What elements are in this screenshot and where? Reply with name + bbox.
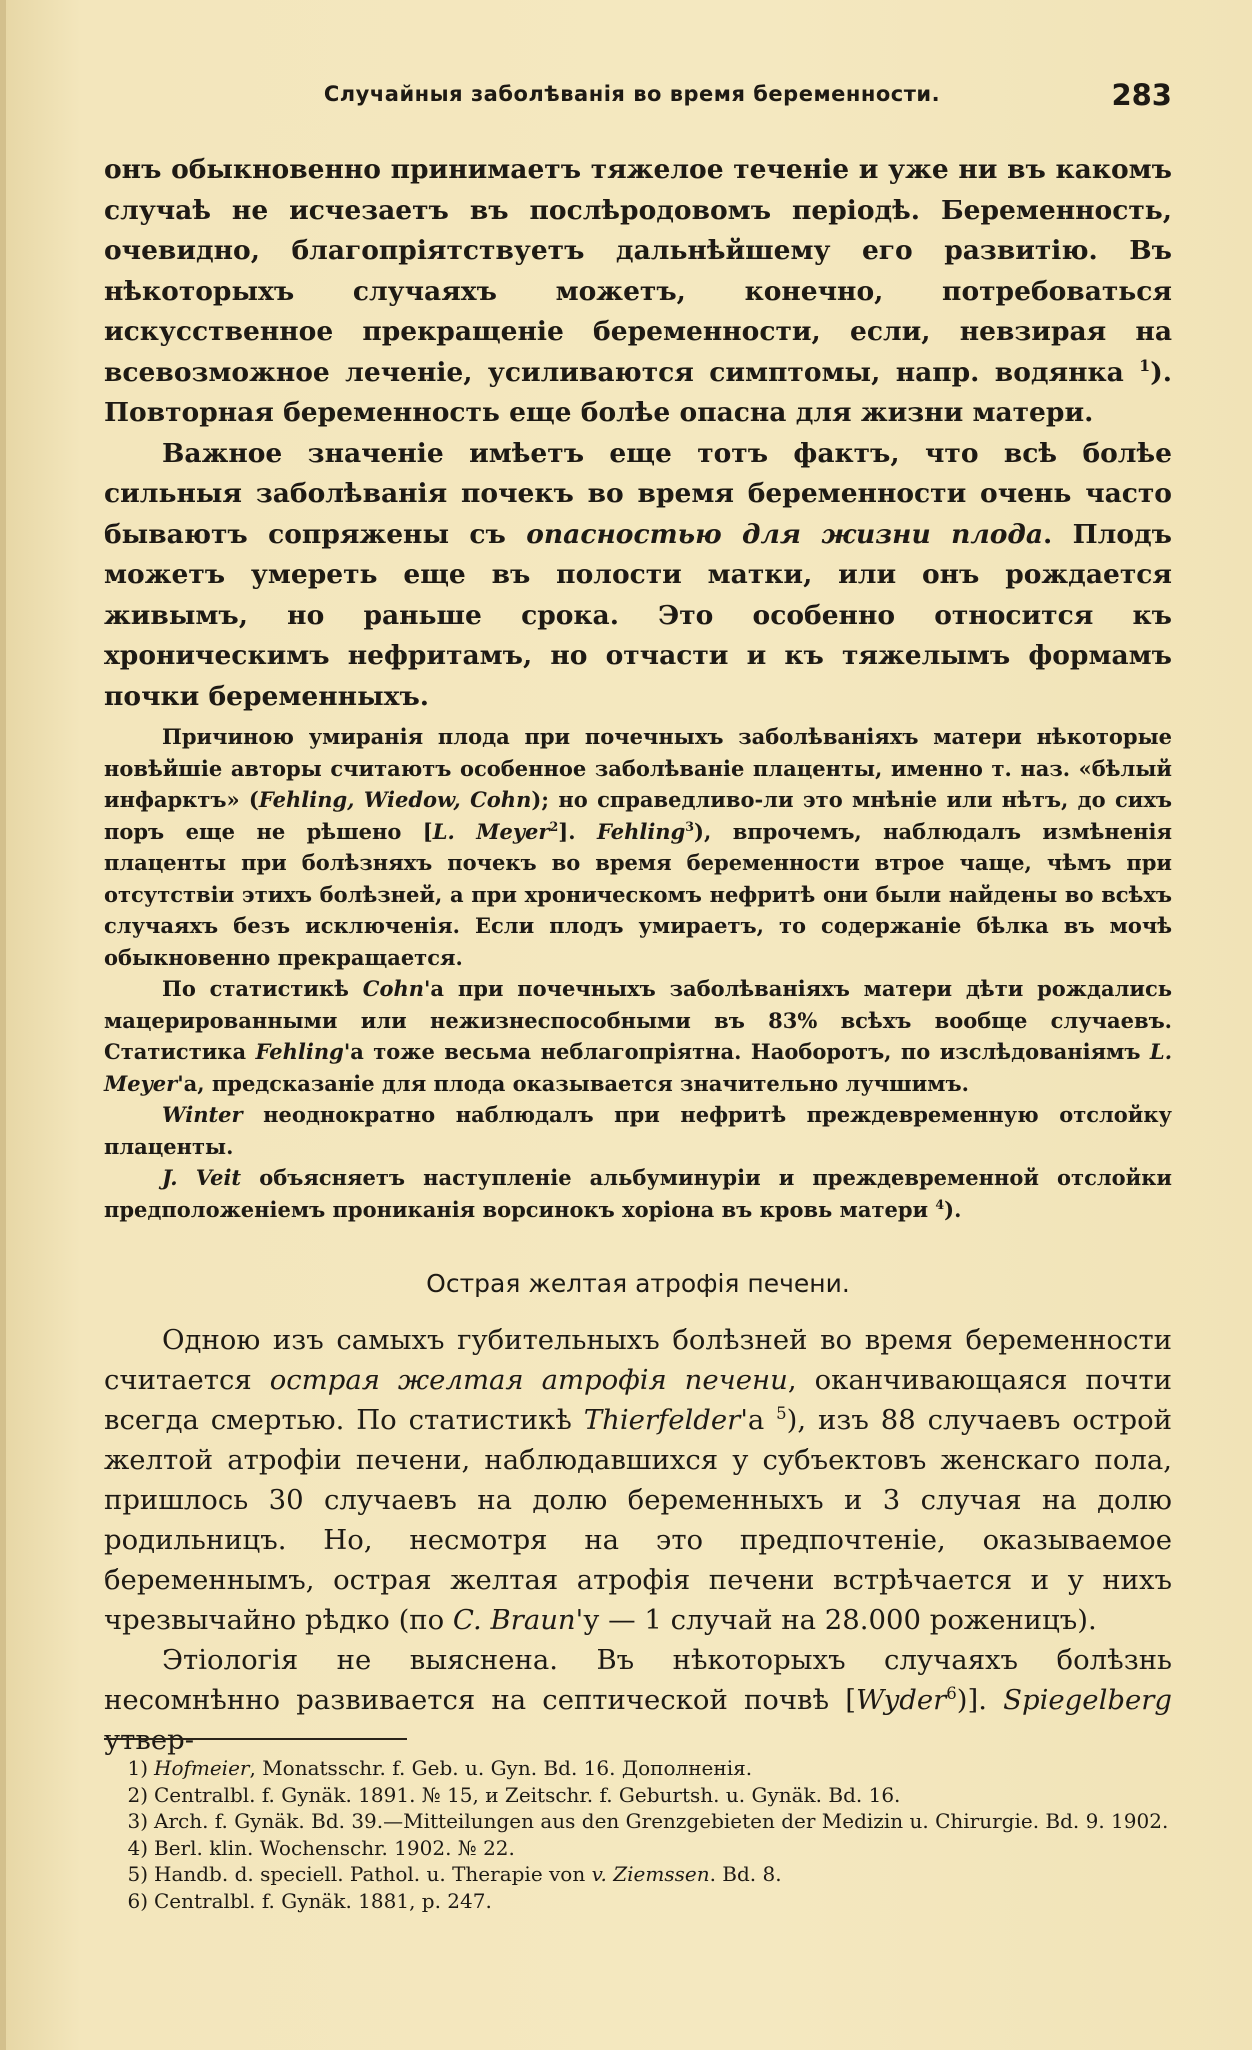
paragraph: онъ обыкновенно принимаетъ тяжелое теченіе и уже ни въ какомъ случаѣ не исчезаетъ въ послѣродовомъ періодѣ. Беременность, очевидно, благопріятствуетъ дальнѣйшему его развитію. Въ нѣкоторыхъ случаяхъ можетъ, конечно, потребоваться искусственное прекращеніе беременности, если, невзирая на всевозможное леченіе, усиливаются симптомы, напр. водянка $^1$). Повторная беременность еще болѣе опасна для жизни матери. (104, 154, 1172, 428)
page-header (6, 78, 1252, 118)
footnote-divider (104, 1738, 407, 1740)
footnote-ref[interactable]: 2 (549, 818, 559, 834)
small-paragraph: По статистикѣ Cohn'а при почечныхъ заболѣваніяхъ матери дѣти рождались мацерированными или нежизнеспособными въ 83% всѣхъ вообще случаевъ. Статистика Fehling'а тоже весьма неблагопріятна. Наоборотъ, по изслѣдованіямъ L. Meyer'а, предсказаніе для плода оказывается значительно лучшимъ. (104, 976, 1172, 1096)
footnote-ref[interactable]: 1 (1139, 355, 1151, 375)
small-paragraph: Winter неоднократно наблюдалъ при нефритѣ преждевременную отслойку плаценты. (104, 1102, 1172, 1159)
footnote: 2) Centralbl. f. Gynäk. 1891. № 15, и Zeitschr. f. Geburtsh. u. Gynäk. Bd. 16. (127, 1782, 901, 1807)
paragraph: Важное значеніе имѣетъ еще тотъ фактъ, что всѣ болѣе сильныя заболѣванія почекъ во время беременности очень часто бываютъ сопряжены съ опасностью для жизни плода. Плодъ можетъ умереть еще въ полости матки, или онъ рождается живымъ, но раньше срока. Это особенно относится къ хроническимъ нефритамъ, но отчасти и къ тяжелымъ формамъ почки беременныхъ. (104, 437, 1173, 712)
footnote: 1) Hofmeier, Monatsschr. f. Geb. u. Gyn. Bd. 16. Дополненія. (127, 1756, 753, 1780)
footnote-ref[interactable]: 3 (685, 818, 695, 834)
page-number: 283 (1111, 78, 1172, 112)
running-title: Случайныя заболѣванія во время беременности. (323, 82, 941, 106)
footnote: 4) Berl. klin. Wochenschr. 1902. № 22. (127, 1835, 515, 1860)
emphasis: опасностью для жизни плода (526, 518, 1044, 550)
footnote-ref[interactable]: 6 (946, 1683, 957, 1703)
footnote: 3) Arch. f. Gynäk. Bd. 39.—Mitteilungen aus den Grenzgebieten der Medizin u. Chirurgie. Bd. 9. 1902. (127, 1809, 1169, 1833)
footnote-ref[interactable]: 4 (935, 1196, 945, 1212)
footnote: 5) Handb. d. speciell. Pathol. u. Therapie von v. Ziemssen. Bd. 8. (127, 1862, 782, 1886)
footnote-ref[interactable]: 5 (776, 1403, 787, 1423)
body-text (104, 150, 1172, 1760)
paragraph: Этіологія не выяснена. Въ нѣкоторыхъ случаяхъ болѣзнь несомнѣнно развивается на септической почвѣ [Wyder$^6$)]. Spiegelberg утвер- (104, 1644, 1172, 1756)
section-heading: Острая желтая атрофія печени. (426, 1269, 850, 1298)
small-paragraph: Причиною умиранія плода при почечныхъ заболѣваніяхъ матери нѣкоторые новѣйшіе авторы считаютъ особенное заболѣваніе плаценты, именно т. наз. «бѣлый инфарктъ» (Fehling, Wiedow, Cohn); но справедливо-ли это мнѣніе или нѣтъ, до сихъ поръ еще не рѣшено [L. Meyer$^2$]. Fehling$^3$), впрочемъ, наблюдалъ измѣненія плаценты при болѣзняхъ почекъ во время беременности втрое чаще, чѣмъ при отсутствіи этихъ болѣзней, а при хроническомъ нефритѣ они были найдены во всѣхъ случаяхъ безъ исключенія. Если плодъ умираетъ, то содержаніе бѣлка въ мочѣ обыкновенно прекращается. (104, 724, 1173, 970)
paragraph: Одною изъ самыхъ губительныхъ болѣзней во время беременности считается острая желтая атрофія печени, оканчивающаяся почти всегда смертью. По статистикѣ Thierfelder'а $^5$), изъ 88 случаевъ острой желтой атрофіи печени, наблюдавшихся у субъектовъ женскаго пола, пришлось 30 случаевъ на долю беременныхъ и 3 случая на долю родильницъ. Но, несмотря на это предпочтеніе, оказываемое беременнымъ, острая желтая атрофія печени встрѣчается и у нихъ чрезвычайно рѣдко (по C. Braun'у — 1 случай на 28.000 роженицъ). (104, 1324, 1172, 1636)
footnotes (104, 1755, 1172, 1914)
footnote: 6) Centralbl. f. Gynäk. 1881, p. 247. (127, 1888, 492, 1913)
small-paragraph: J. Veit объясняетъ наступленіе альбуминуріи и преждевременной отслойки предположеніемъ прониканія ворсинокъ хоріона въ кровь матери $^4$). (104, 1165, 1172, 1222)
